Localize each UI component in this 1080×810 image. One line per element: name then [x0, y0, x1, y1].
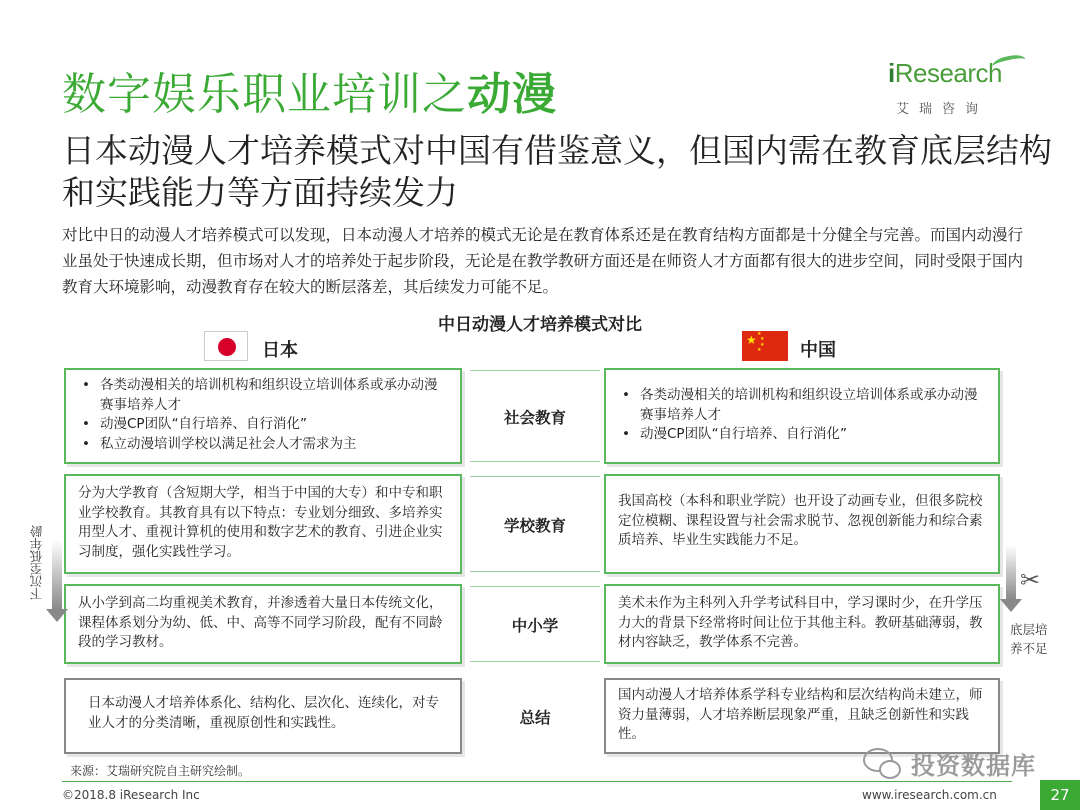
japan-social-box — [64, 368, 462, 464]
category-school-education: 学校教育 — [503, 517, 566, 535]
category-social-education: 社会教育 — [503, 409, 566, 427]
logo-subtitle: 艾瑞咨询 — [896, 102, 989, 117]
copyright: ©2018.8 iResearch Inc — [62, 788, 200, 802]
category-summary: 总结 — [519, 709, 551, 727]
logo-swoosh-icon — [991, 53, 1027, 74]
china-school-box: 我国高校（本科和职业学院）也开设了动画专业，但很多院校定位模糊、课程设置与社会需求脱节、忽视创新能力和综合素质培养、毕业生实践能力不足。 — [604, 474, 1000, 574]
left-side-note: 下沉至低年龄 — [29, 525, 44, 600]
japan-social-list — [78, 376, 448, 454]
list-item: • 私立动漫培训学校以满足社会人才需求为主 — [78, 435, 448, 455]
china-social-box — [604, 368, 1000, 464]
source-note: 来源：艾瑞研究院自主研究绘制。 — [70, 764, 251, 778]
china-label: 中国 — [800, 340, 836, 361]
list-item: • 动漫CP团队“自行培养、自行消化” — [78, 415, 448, 435]
list-item: • 各类动漫相关的培训机构和组织设立培训体系或承办动漫赛事培养人才 — [618, 386, 986, 425]
website-link[interactable]: www.iresearch.com.cn — [862, 788, 997, 802]
list-item: • 各类动漫相关的培训机构和组织设立培训体系或承办动漫赛事培养人才 — [78, 376, 448, 415]
china-flag-icon: ★ ★ ★ ★ ★ — [742, 331, 788, 361]
japan-flag-icon — [204, 331, 248, 361]
japan-k12-box: 从小学到高二均重视美术教育，并渗透着大量日本传统文化，课程体系划分为幼、低、中、高等不同学习阶段，配有不同龄段的学习教材。 — [64, 584, 462, 664]
down-arrow-icon — [52, 540, 62, 610]
japan-summary-box: 日本动漫人才培养体系化、结构化、层次化、连续化，对专业人才的分类清晰，重视原创性和实践性。 — [64, 678, 462, 754]
footer-divider — [62, 781, 1012, 782]
intro-paragraph: 对比中日的动漫人才培养模式可以发现，日本动漫人才培养的模式无论是在教育体系还是在教育结构方面都是十分健全与完善。而国内动漫行业虽处于快速成长期，但市场对人才的培养处于起步阶段，无论是在教学教研方面还是在师资人才方面都有很大的进步空间，同时受限于国内教育大环境影响，动漫教育存在较大的断层落差，其后续发力可能不足。 — [62, 226, 1024, 296]
subtitle: 日本动漫人才培养模式对中国有借鉴意义，但国内需在教育底层结构和实践能力等方面持续发力 — [62, 131, 1052, 212]
iresearch-logo: iResearch 艾瑞咨询 — [888, 58, 1048, 120]
category-k12: 中小学 — [511, 617, 559, 635]
wechat-icon — [863, 748, 893, 772]
china-summary-box: 国内动漫人才培养体系学科专业结构和层次结构尚未建立，师资力量薄弱，人才培养断层现象严重，且缺乏创新性和实践性。 — [604, 678, 1000, 754]
down-arrow-icon — [1006, 545, 1016, 600]
china-k12-box: 美术未作为主科列入升学考试科目中，学习课时少，在升学压力大的背景下经常将时间让位于其他主科。教研基础薄弱，教材内容缺乏，教学体系不完善。 — [604, 584, 1000, 664]
china-social-list — [618, 386, 986, 445]
page-title-bold: 动漫 — [467, 69, 557, 120]
page-number: 27 — [1040, 780, 1080, 810]
right-side-note: 底层培养不足 — [1010, 622, 1048, 656]
page-title: 数字娱乐职业培训之动漫 — [62, 69, 557, 120]
comparison-title: 中日动漫人才培养模式对比 — [438, 315, 642, 335]
japan-label: 日本 — [262, 340, 298, 361]
scissors-icon: ✂ — [1020, 566, 1041, 594]
list-item: • 动漫CP团队“自行培养、自行消化” — [618, 425, 986, 445]
japan-school-box: 分为大学教育（含短期大学，相当于中国的大专）和中专和职业学校教育。其教育具有以下特点：专业划分细致、多培养实用型人才、重视计算机的使用和数字艺术的教育、引进企业实习制度，强化实践性学习。 — [64, 474, 462, 574]
